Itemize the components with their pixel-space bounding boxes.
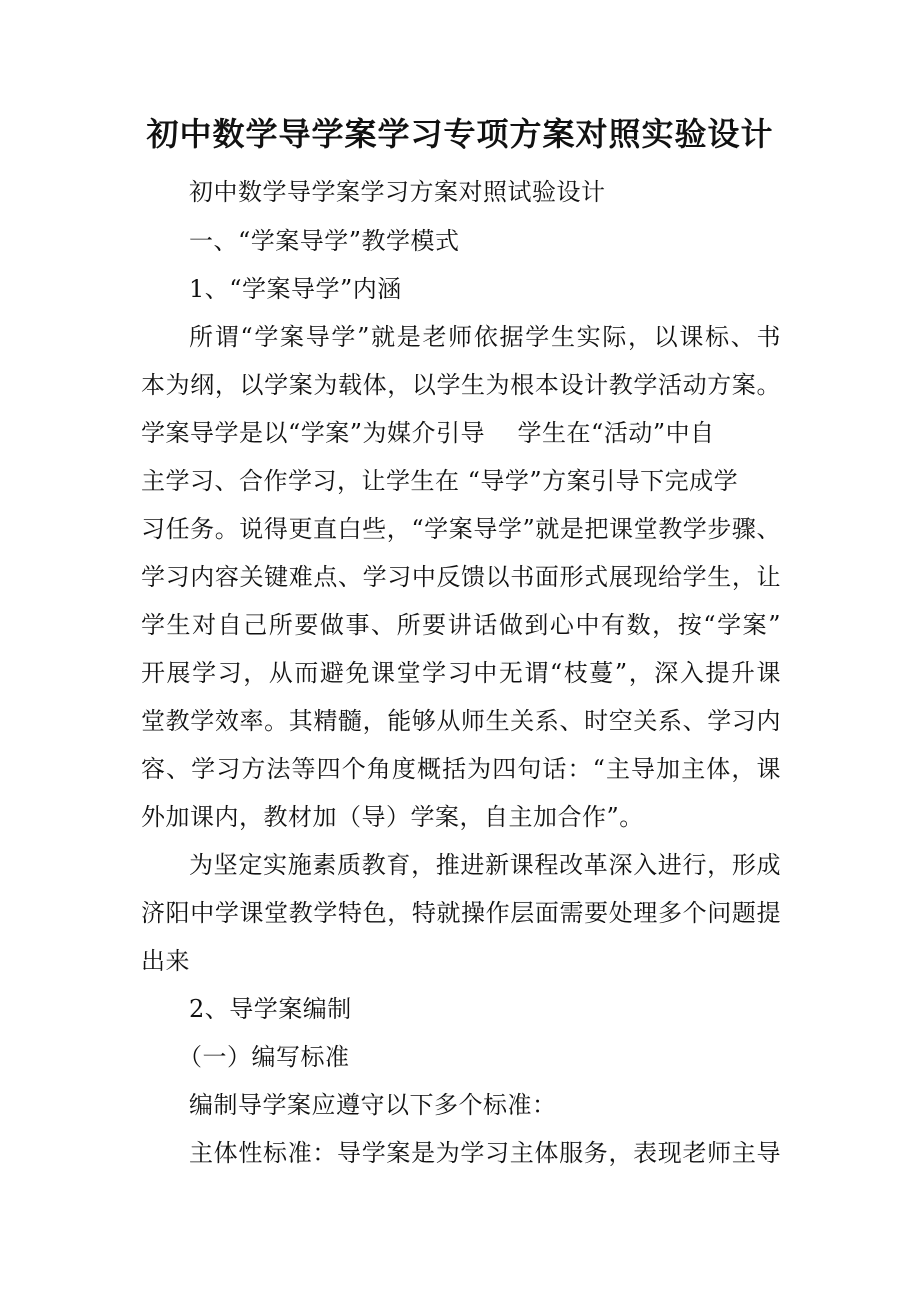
paragraph-line: 主学习、合作学习，让学生在 “导学”方案引导下完成学 <box>141 467 739 495</box>
paragraph-line: 主体性标准：导学案是为学习主体服务，表现老师主导 <box>189 1139 781 1167</box>
paragraph-line: 本为纲，以学案为载体，以学生为根本设计教学活动方案。 <box>141 371 781 399</box>
paragraph-line: 堂教学效率。其精髓，能够从师生关系、时空关系、学习内 <box>141 707 781 735</box>
section-heading: 一、“学案导学”教学模式 <box>189 227 460 255</box>
paragraph-line: 习任务。说得更直白些，“学案导学”就是把课堂教学步骤、 <box>141 515 781 543</box>
paragraph-line: 容、学习方法等四个角度概括为四句话：“主导加主体，课 <box>141 755 781 783</box>
paragraph-line: 开展学习，从而避免课堂学习中无谓“枝蔓”，深入提升课 <box>141 659 781 687</box>
paragraph-line: 学习内容关键难点、学习中反馈以书面形式展现给学生，让 <box>141 563 781 591</box>
subtitle-line: 初中数学导学案学习方案对照试验设计 <box>189 178 606 206</box>
paragraph-line: 学生对自己所要做事、所要讲话做到心中有数，按“学案” <box>141 611 781 639</box>
paragraph-line: 济阳中学课堂教学特色，特就操作层面需要处理多个问题提 <box>141 899 781 927</box>
paragraph-line: 编制导学案应遵守以下多个标准： <box>189 1091 557 1119</box>
paragraph-line: 所谓“学案导学”就是老师依据学生实际，以课标、书 <box>189 323 781 351</box>
paragraph-line: 学案导学是以“学案”为媒介引导 学生在“活动”中自 <box>141 419 715 447</box>
subsection-heading: （一）编写标准 <box>178 1043 350 1071</box>
document-title: 初中数学导学案学习专项方案对照实验设计 <box>146 115 774 153</box>
subsection-heading: 2、导学案编制 <box>189 995 352 1023</box>
paragraph-line: 出来 <box>141 947 190 975</box>
paragraph-line: 为坚定实施素质教育，推进新课程改革深入进行，形成 <box>189 851 781 879</box>
paragraph-line: 外加课内，教材加（导）学案，自主加合作”。 <box>141 803 644 831</box>
subsection-heading: 1、“学案导学”内涵 <box>189 275 402 303</box>
